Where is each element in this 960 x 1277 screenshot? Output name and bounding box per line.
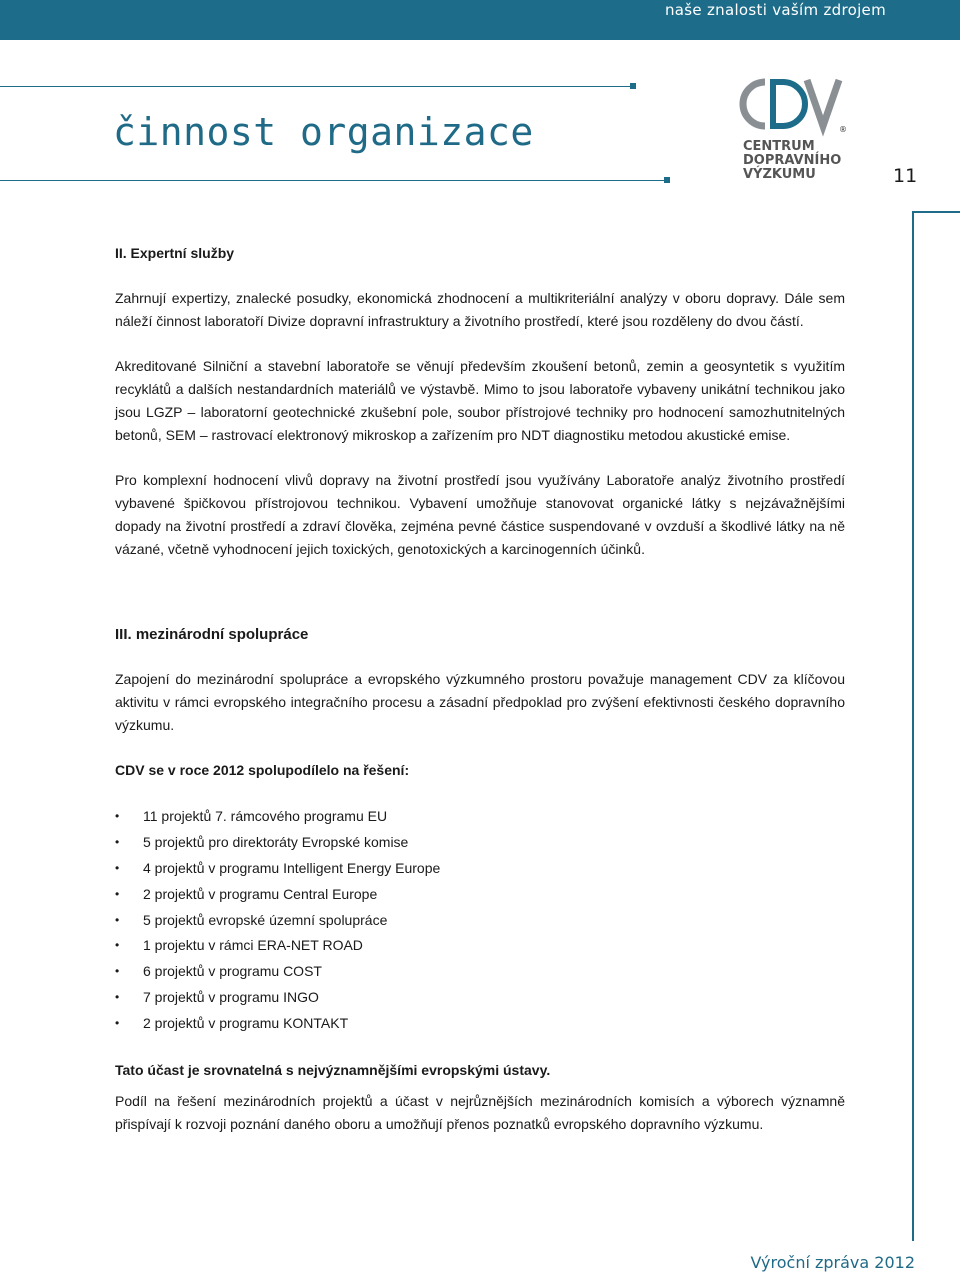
logo-line-2: DOPRAVNÍHO [743, 153, 842, 168]
section-heading-expert: II. Expertní služby [115, 245, 235, 261]
logo-line-3: VÝZKUMU [743, 167, 816, 182]
projects-list [115, 804, 845, 1037]
list-item: • 4 projektů v programu Intelligent Energy Europe [115, 856, 845, 882]
expert-paragraph-2: Akreditované Silniční a stavební laboratoře se věnují především zkoušení betonů, zemin a geosyntetik s využitím recyklátů a dalších nestandardních materiálů ve výstavbě. Mimo to jsou laboratoře vybaveny unikátní technikou jako jsou LGZP – laboratorní geotechnické zkušební pole, soubor přístrojové techniky pro hodnocení samozhutnitelných betonů, SEM – rastrovací elektronový mikroskop a zařízením pro NDT diagnostiku metodou akustické emise. [115, 358, 845, 443]
list-item: • 2 projektů v programu Central Europe [115, 882, 845, 908]
expert-paragraph-1: Zahrnují expertizy, znalecké posudky, ekonomická zhodnocení a multikriteriální analýzy v oboru dopravy. Dále sem náleží činnost laboratoří Divize dopravní infrastruktury a životního prostředí, které jsou rozděleny do dvou částí. [115, 290, 845, 329]
list-item: • 11 projektů 7. rámcového programu EU [115, 804, 845, 830]
list-item: • 2 projektů v programu KONTAKT [115, 1011, 845, 1037]
closing-paragraph: Podíl na řešení mezinárodních projektů a účast v nejrůznějších mezinárodních komisích a výborech významně přispívají k rozvoji poznání daného oboru a umožňují přenos poznatků evropského dopravního výzkumu. [115, 1093, 845, 1133]
footer-report-title: Výroční zpráva 2012 [750, 1253, 915, 1272]
header-rule-marker [630, 83, 636, 89]
list-item: • 7 projektů v programu INGO [115, 985, 845, 1011]
list-item: • 5 projektů evropské územní spolupráce [115, 908, 845, 934]
page-number: 11 [893, 165, 918, 187]
title-rule [0, 180, 670, 181]
registered-mark: ® [839, 125, 847, 134]
list-item: • 5 projektů pro direktoráty Evropské komise [115, 830, 845, 856]
main-content [115, 242, 845, 1136]
list-item: • 6 projektů v programu COST [115, 959, 845, 985]
closing-heading: Tato účast je srovnatelná s nejvýznamnějšími evropskými ústavy. [115, 1062, 551, 1079]
frame-right-rule [912, 211, 914, 1241]
expert-paragraph-3: Pro komplexní hodnocení vlivů dopravy na životní prostředí jsou využívány Laboratoře analýz životního prostředí vybavené špičkovou přístrojovou technikou. Vybavení umožňuje stanovovat organické látky s nejzávažnějšími dopady na životní prostředí a zdraví člověka, zejména pevné částice suspendované v ovzduší a škodlivé látky na ně vázané, včetně vyhodnocení jejich toxických, genotoxických a karcinogenních účinků. [115, 472, 845, 557]
projects-subheading: CDV se v roce 2012 spolupodílelo na řešení: [115, 762, 410, 778]
logo-line-1: CENTRUM [743, 139, 815, 154]
cdv-logo [735, 70, 855, 185]
header-rule [0, 86, 632, 87]
international-paragraph-1: Zapojení do mezinárodní spolupráce a evropského výzkumného prostoru považuje management CDV za klíčovou aktivitu v rámci evropského integračního procesu a zásadní předpoklad pro zvýšení efektivnosti českého dopravního výzkumu. [115, 671, 845, 733]
tagline: naše znalosti vaším zdrojem [664, 1, 886, 19]
title-rule-marker [664, 177, 670, 183]
page-title: činnost organizace [113, 110, 534, 154]
list-item: • 1 projektu v rámci ERA-NET ROAD [115, 933, 845, 959]
frame-top-rule [912, 211, 960, 213]
cdv-logo-mark [735, 70, 855, 185]
section-heading-international: III. mezinárodní spolupráce [115, 626, 309, 643]
header-bar [0, 0, 960, 40]
